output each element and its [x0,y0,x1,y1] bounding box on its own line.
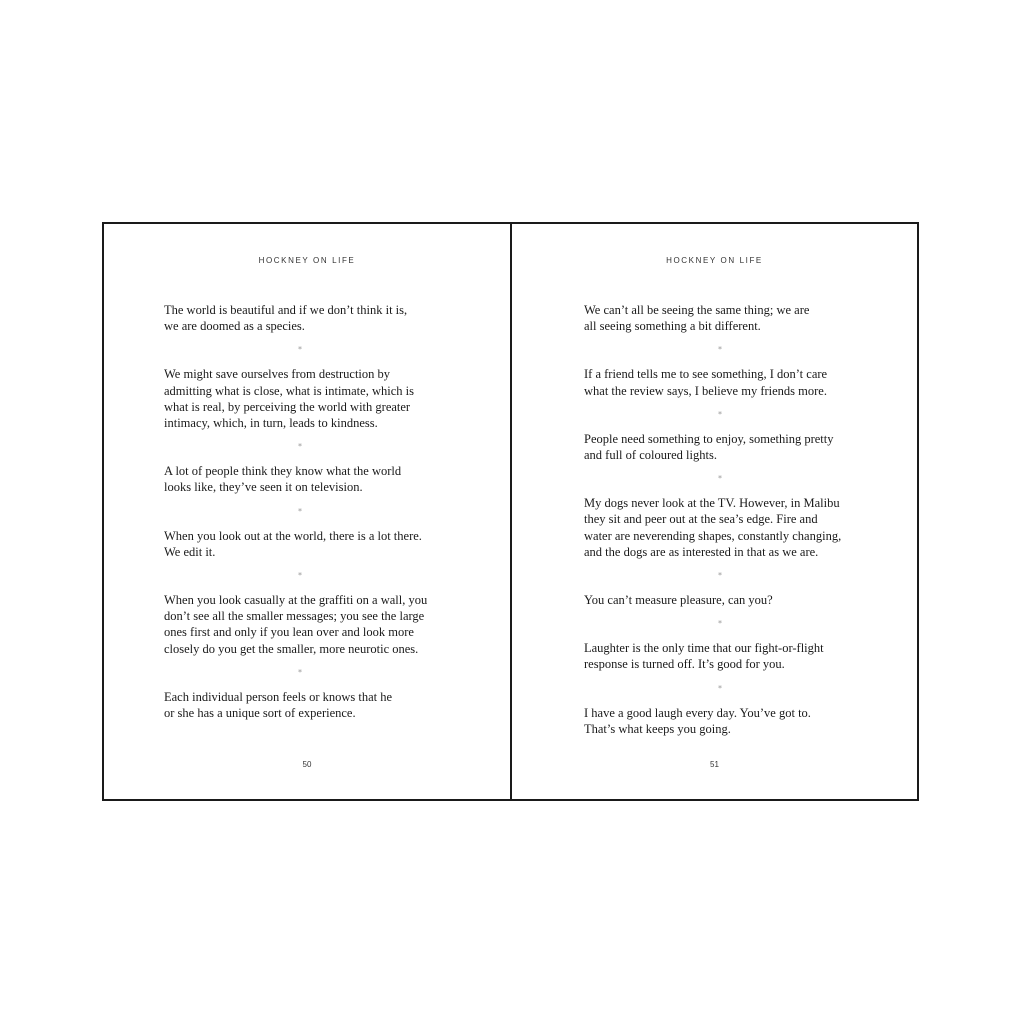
right-page [512,224,917,799]
separator-asterisk: * [298,571,302,581]
separator-asterisk: * [718,345,722,355]
quote: A lot of people think they know what the world looks like, they’ve seen it on television. [164,464,402,495]
running-head: HOCKNEY ON LIFE [666,256,763,265]
quote: Laughter is the only time that our fight-or-flight response is turned off. It’s good for you. [584,641,824,672]
quote: I have a good laugh every day. You’ve got to. That’s what keeps you going. [584,705,811,736]
separator-asterisk: * [718,619,722,629]
quote: We might save ourselves from destruction by admitting what is close, what is intimate, which is what is real, by perceiving the world with greater intimacy, which, in turn, leads to kindness. [164,367,414,431]
quote-list [164,302,454,721]
quote: When you look casually at the graffiti on a wall, you don’t see all the smaller messages; you see the large ones first and only if you lean over and look more closely do you get the smaller, more neurotic ones. [164,593,428,656]
quote: Each individual person feels or knows that he or she has a unique sort of experience. [164,689,393,721]
quote: The world is beautiful and if we don’t think it is, we are doomed as a species. [164,303,408,334]
quote: We can’t all be seeing the same thing; we are all seeing something a bit different. [584,303,810,334]
page-number: 50 [302,760,312,769]
quote: If a friend tells me to see something, I don’t care what the review says, I believe my friends more. [584,367,828,398]
separator-asterisk: * [298,506,302,516]
quote: You can’t measure pleasure, can you? [584,593,773,608]
separator-asterisk: * [298,345,302,355]
separator-asterisk: * [298,442,302,452]
running-head: HOCKNEY ON LIFE [258,256,356,265]
separator-asterisk: * [298,667,302,677]
quote-list [584,302,874,737]
page-number: 51 [710,760,719,769]
separator-asterisk: * [718,474,722,484]
left-page [104,224,512,799]
book-spread [102,222,919,801]
separator-asterisk: * [718,683,722,693]
separator-asterisk: * [718,571,722,581]
separator-asterisk: * [718,409,722,419]
quote: People need something to enjoy, something pretty and full of coloured lights. [584,431,834,463]
quote: My dogs never look at the TV. However, in Malibu they sit and peer out at the sea’s edge. Fire and water are neverending shapes, constantly changing, and the dogs are as interested in that as we are. [584,496,842,559]
quote: When you look out at the world, there is a lot there. We edit it. [164,528,422,559]
